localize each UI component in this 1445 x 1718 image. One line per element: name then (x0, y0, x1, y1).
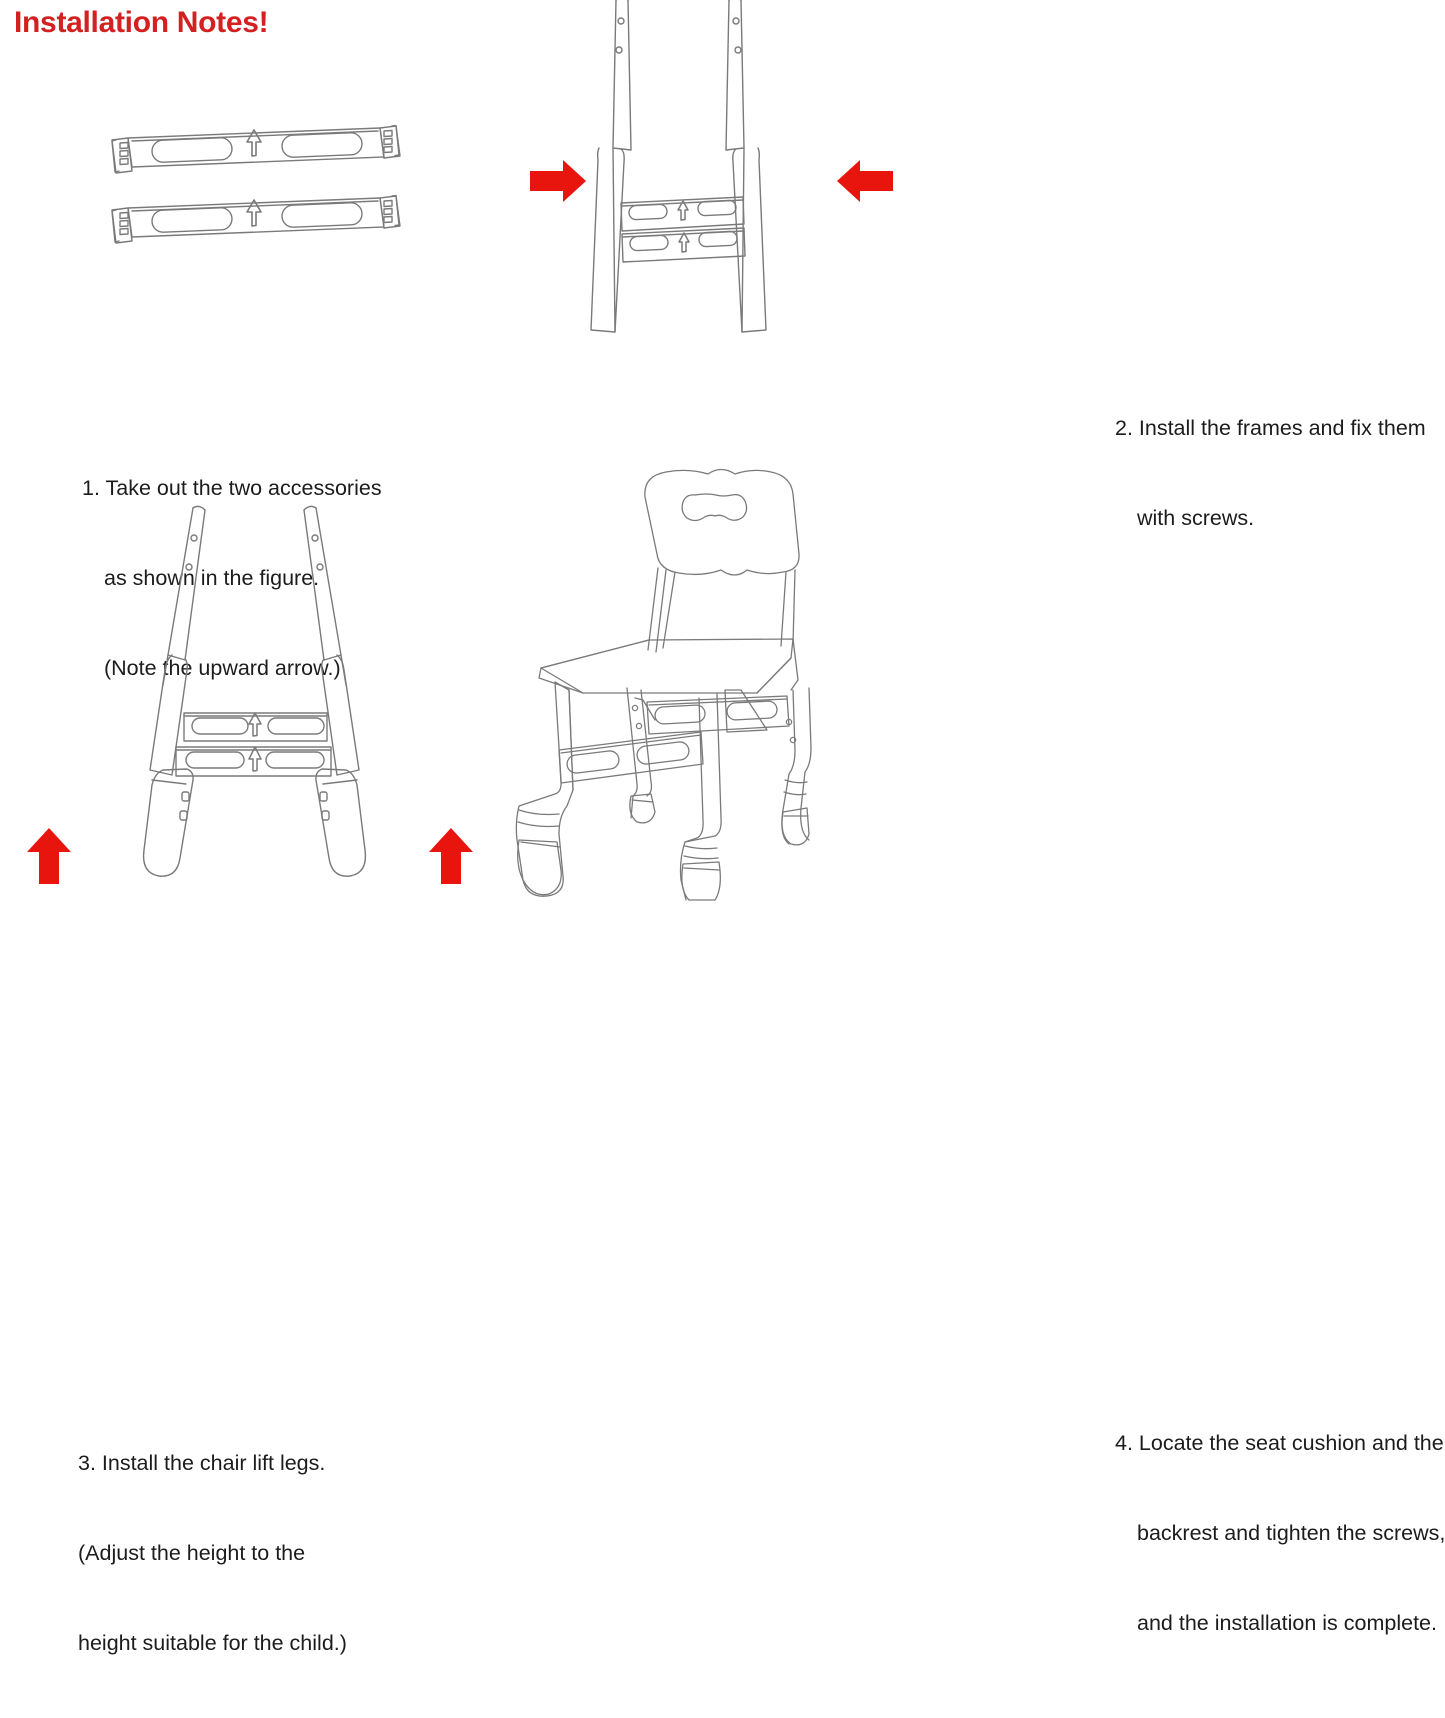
caption-line: (Note the upward arrow.) (104, 656, 341, 680)
arrow-right-red-group (530, 160, 586, 202)
caption-line: as shown in the figure. (104, 566, 320, 590)
caption-line: 1. Take out the two accessories (82, 476, 382, 500)
step-1 (0, 60, 502, 680)
caption-line: height suitable for the child.) (78, 1631, 347, 1655)
arrow-up-red-left-group (27, 828, 71, 884)
caption-step-3 (78, 1388, 347, 1718)
caption-line: and the installation is complete. (1137, 1611, 1437, 1635)
caption-step-4 (1115, 1368, 1445, 1698)
caption-line: 2. Install the frames and fix them (1115, 416, 1426, 440)
page-title: Installation Notes! (14, 6, 269, 39)
caption-line: with screws. (1137, 506, 1255, 530)
figure-frame-with-lift-legs (0, 470, 502, 900)
caption-step-2 (1115, 353, 1426, 593)
caption-line: (Adjust the height to the (78, 1541, 306, 1565)
caption-line: 4. Locate the seat cushion and the (1115, 1431, 1444, 1455)
step-2 (503, 0, 1426, 530)
figure-frame-with-support-bars (503, 0, 1005, 340)
caption-line: 3. Install the chair lift legs. (78, 1451, 326, 1475)
figure-assembled-chair (503, 450, 1005, 900)
figure-two-accessory-bars (0, 60, 502, 360)
caption-line: backrest and tighten the screws, (1137, 1521, 1445, 1545)
step-3 (0, 470, 502, 1655)
arrow-up-red-right-group (429, 828, 473, 884)
arrow-left-red-group (837, 160, 893, 202)
